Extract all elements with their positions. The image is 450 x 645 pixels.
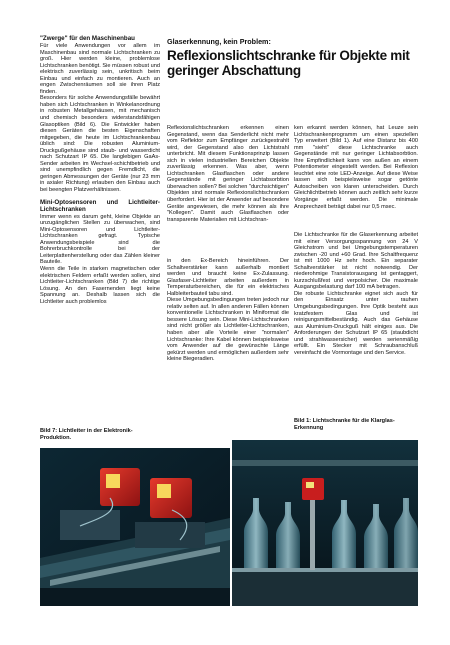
paragraph-robust: Die robuste Lichtschranke eignet sich auch für den Einsatz unter rauhen Umgebungsbedingungen. Ihre Optik besteht aus kratzfestem Glas und ist reinigungsmittelbeständig. Auch das Gehäuse aus Aluminium-Druckguß hält einiges aus. Die Anforderungen der Schutzart IP 65 (staubdicht und strahlwassersicher) werden serienmäßig erfüllt. Ein Stecker mit Schraubanschluß vereinfacht die Vormontage und den Service. <box>294 290 418 356</box>
red-lichtschranke <box>302 478 324 500</box>
paragraph-leuze: ken erkannt werden können, hat Leuze sein Lichtschrankenprogramm um einen speziellen Typ erweitert (Bild 1). Auf eine Distanz bis 400 mm "sieht" diese Lichtschranke auch Gegenstände mit nur geringer Lichtabsorbtion. Ihre Empfindlichkeit kann von außen an einem Potentiometer eingestellt werden. Bei Reflexion leuchtet eine rote LED-Anzeige. Auf diese Weise lassen sich beispielsweise sogar getönte Autoscheiben von klaren unterscheiden. Durch Gleichlichtbetrieb können auch zeitlich sehr kurze Vorgänge erfaßt werden. Die minimale Ansprechzeit beträgt dabei nur 0,5 msec. <box>294 125 418 210</box>
photo-klarglas-erkennung <box>232 440 418 606</box>
paragraph-wenn: Wenn die Teile in starken magnetischen oder elektrischen Feldern erfaßt werden sollen, sind Lichtleiter-Lichtschranken (Bild 7) die richtige Lösung. An den Fasernenden liegt keine Spannung an. Deshalb lassen sich die Lichtleiter auch problemlos <box>40 265 160 305</box>
paragraph-reflexion: Reflexionslichtschranken erkennen einen Gegenstand, wenn das Senderlicht nicht mehr vom Reflektor zum Empfänger zurückgestrahlt wird, der Gegenstand also den Lichtstrahl unterbricht. Mit diesem Funktionsprinzip lassen sich in vielen industriellen Bereichen Objekte zuverlässig erkennen. Was aber, wenn Lichtschranken Glasflaschen oder andere Gegenstände mit geringer Lichtabsorbtion überwachen sollen? Bei solchen "durchsichtigen" Objekten sind normale Reflexionslichtschranken überfordert. Hier ist der Anwender auf besondere Geräte angewiesen, die mehr können als ihre "Kollegen". Damit auch Glasflaschen oder transparente Materialien mit Lichtschran- <box>167 125 289 223</box>
right-column-bottom <box>294 232 418 412</box>
article-headline: Reflexionslichtschranke für Objekte mit geringer Abschattung <box>167 48 410 78</box>
paragraph-zwerge: Für viele Anwendungen vor allem im Maschinenbau sind normale Lichtschranken zu groß. Hier werden kleine, problemlose Lichtschranken benötigt. Sie müssen robust und elektrisch zuverlässig sein, unkritisch beim Einbau und einfach zu montieren. Auch an engen Zwischenräumen soll sie ihren Platz finden. <box>40 43 160 95</box>
paragraph-glaserkennung: Die Lichtschranke für die Glaserkennung arbeitet mit einer Versorgungsspannung von 24 V Gleichstrom und bei Umgebungstemperaturen zwischen -20 und +60 Grad. Ihre Schaltfrequenz ist mit 1000 Hz sehr hoch. Ein separater Schaltverstärker ist nicht notwendig. Der niederohmige Transistorausgang ist gentaggert, kurzschlußfest und verpolsicher. Die maximale Ausgangsbelastung darf 100 mA betragen. <box>294 232 418 291</box>
photo-lichtleiter-elektronik <box>40 448 230 606</box>
photo-flaschen-illustration <box>232 440 418 606</box>
middle-column-bottom <box>167 258 289 446</box>
paragraph-einsatz: Besonders für solche Anwendungsfälle bewährt haben sich Lichtschranken in Winkelanordnung in robusten Metallgehäusen, mit mechanisch und chemisch besonders widerstandsfähigen Glasoptiken (Bild 6). Die Entwickler haben diesen Geräten die besten Eigenschaften mitgegeben, die heute im Lichtschrankenbau üblich sind: Die robusten Aluminium-Druckgußgehäuse sind staub- und wasserdicht nach Schutzart IP 65. Die langlebigen GaAs-Sender arbeiten im Wechsel-schichtbetrieb und sind unempfindlich gegen Fremdlicht, die geringen Abmessungen der Geräte (nur 23 mm in axialer Richtung) erlauben den Einbau auch bei beengten Platzverhältnissen. <box>40 95 160 194</box>
middle-column-top <box>167 125 289 250</box>
paragraph-umgebung: Diese Umgebungsbedingungen treten jedoch nur relativ selten auf. In allen anderen Fällen können konventionelle Lichtschranken in Miniformat die bessere Lösung sein. Diese Mini-Lichtschranken sind nicht größer als Lichtleiter-Lichtschranken, haben aber alle Vorteile einer "normalen" Lichtschranke: Ihre Kabel können beispielsweise vom Anwender auf die gewünschte Länge gekürzt werden und ermöglichen außerdem sehr kleine Biegeradien. <box>167 297 289 363</box>
article-kicker: Glaserkennung, kein Problem: <box>167 37 271 46</box>
heading-zwerge: "Zwerge" für den Maschinenbau <box>40 35 135 42</box>
paragraph-mini: Immer wenn es darum geht, kleine Objekte an unzugänglichen Stellen zu überwachen, sind Mini-Optosensoren und Lichtleiter-Lichtschranken gefragt. Typische Anwendungsbeispiele sind die Bohrerbruchkontrolle bei der Leiterplattenherstellung oder das Zählen kleiner Bauteile. <box>40 213 160 266</box>
right-column-top <box>294 125 418 230</box>
paragraph-ex-bereich: in den Ex-Bereich hineinführen. Der Schaltverstärker kann außerhalb montiert werden und braucht keine Ex-Zulassung. Glasfaser-Lichtleiter arbeiten außerdem in Temperaturbereichen, die für ein elektrisches Halbleiterbauteil tabu sind. <box>167 258 289 297</box>
heading-mini-optosensoren: Mini-Optosensoren und Lichtleiter-Lichtschranken <box>40 198 160 213</box>
caption-bild-1: Bild 1: Lichtschranke für die Klarglas-Erkennung <box>294 418 395 431</box>
caption-bild-7: Bild 7: Lichtleiter in der Elektronik-Produktion. <box>40 428 133 441</box>
photo-lichtleiter-illustration <box>40 448 230 606</box>
